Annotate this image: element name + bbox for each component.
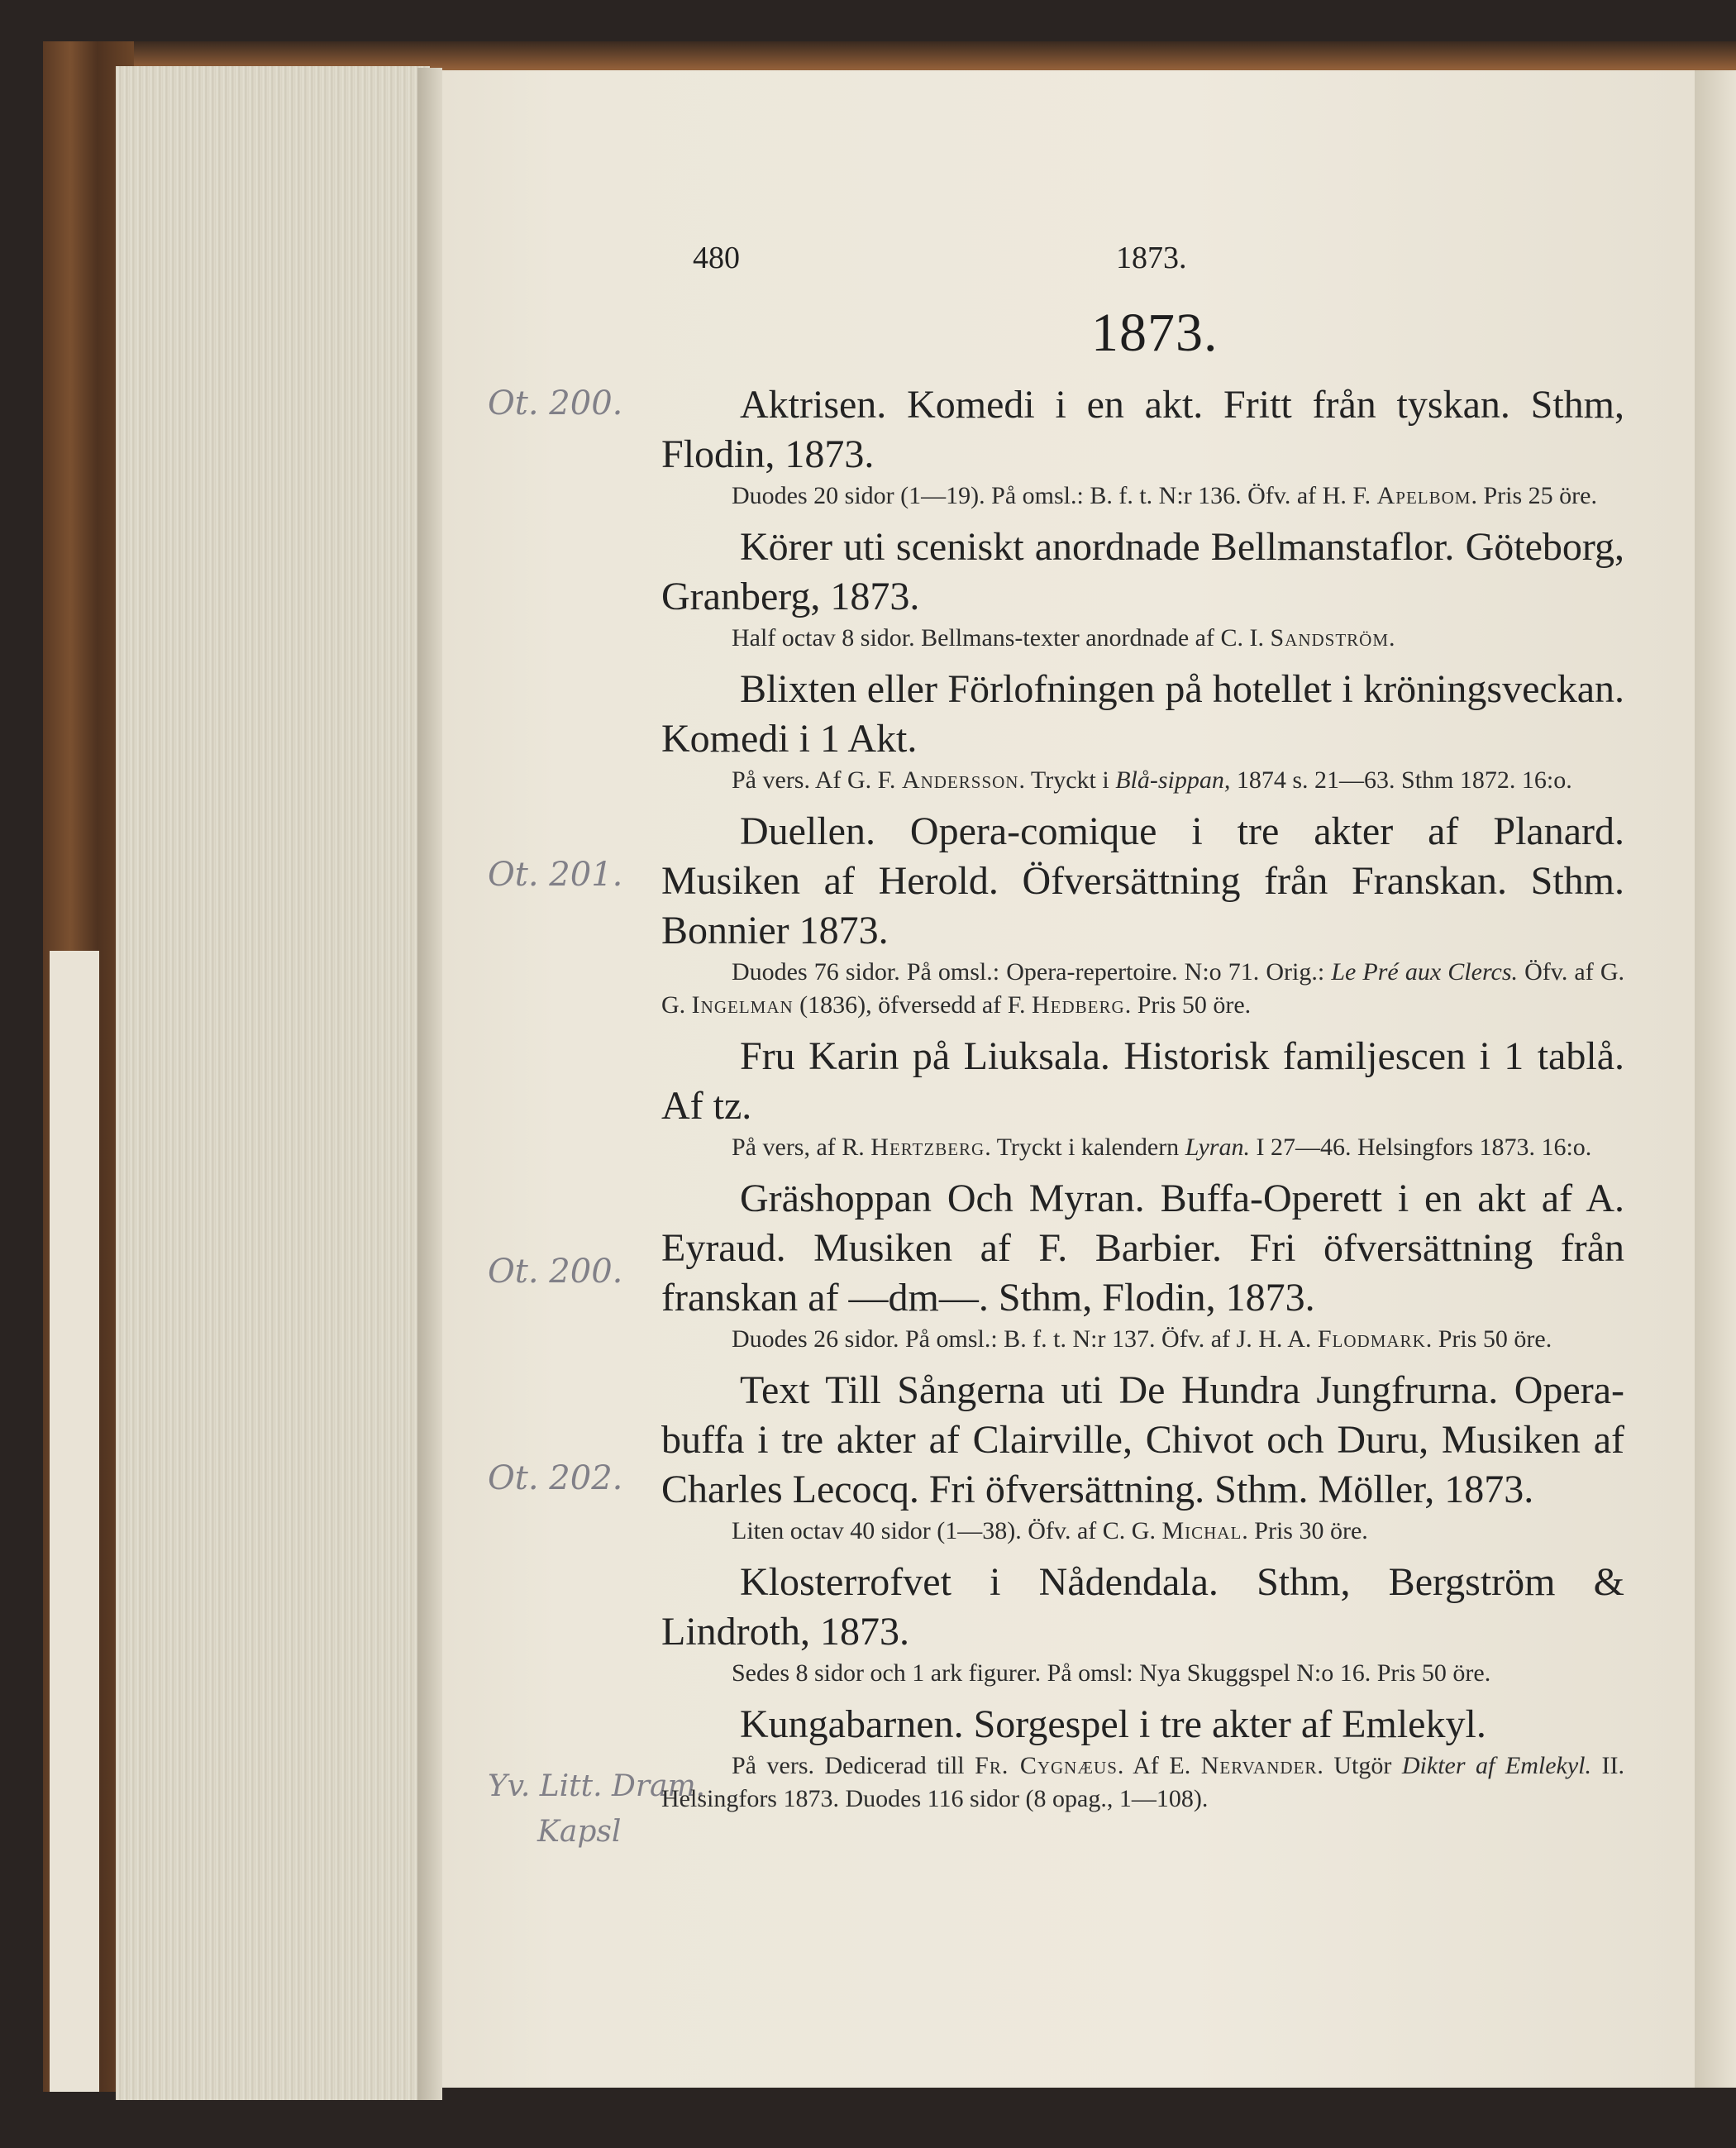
margin-note: Ot. 201. — [488, 856, 623, 894]
next-page-edge — [1695, 70, 1736, 2088]
entry — [661, 1174, 1624, 1356]
entry — [661, 1032, 1624, 1164]
margin-note: Ot. 202. — [488, 1459, 623, 1497]
margin-note: Yv. Litt. Dram. — [488, 1769, 706, 1803]
page-number: 480 — [693, 241, 740, 275]
entry-title: Fru Karin på Liuksala. Historisk familjescen i 1 tablå. Af tz. — [661, 1034, 1624, 1128]
entry-title: Gräshoppan Och Myran. Buffa-Operett i en akt af A. Eyraud. Musiken af F. Barbier. Fri öfversättning från franskan af —dm—. Sthm, Flodin, 1873. — [661, 1177, 1624, 1320]
entry — [661, 1366, 1624, 1548]
entry-note: På vers, af R. Hertzberg. Tryckt i kalendern Lyran. I 27—46. Helsingfors 1873. 16:o. — [732, 1134, 1592, 1161]
entry — [661, 380, 1624, 513]
entry-note: Duodes 20 sidor (1—19). På omsl.: B. f. t. N:r 136. Öfv. af H. F. Apelbom. Pris 25 öre. — [732, 482, 1597, 509]
page-edges — [116, 66, 430, 2100]
entry-note: På vers. Af G. F. Andersson. Tryckt i Blå-sippan, 1874 s. 21—63. Sthm 1872. 16:o. — [732, 766, 1572, 794]
entry-note: Liten octav 40 sidor (1—38). Öfv. af C. G. Michal. Pris 30 öre. — [732, 1517, 1368, 1544]
entry-note: På vers. Dedicerad till Fr. Cygnæus. Af E. Nervander. Utgör Dikter af Emlekyl. II. Helsingfors 1873. Duodes 116 sidor (8 opag., 1—108). — [661, 1752, 1625, 1812]
spine-label — [50, 951, 99, 2092]
entry-title: Klosterrofvet i Nådendala. Sthm, Bergström & Lindroth, 1873. — [661, 1560, 1624, 1654]
entry-note: Duodes 76 sidor. På omsl.: Opera-repertoire. N:o 71. Orig.: Le Pré aux Clercs. Öfv. af G. G. Ingelman (1836), öfversedd af F. Hedberg. Pris 50 öre. — [661, 958, 1624, 1019]
entry — [661, 1700, 1624, 1816]
entry-title: Text Till Sångerna uti De Hundra Jungfrurna. Opera-buffa i tre akter af Clairville, Chivot och Duru, Musiken af Charles Lecocq. Fri öfversättning. Sthm. Möller, 1873. — [661, 1368, 1624, 1511]
page-gutter — [417, 68, 442, 2100]
entry — [661, 1558, 1624, 1690]
entry — [661, 523, 1624, 655]
entry-note: Sedes 8 sidor och 1 ark figurer. På omsl: Nya Skuggspel N:o 16. Pris 50 öre. — [732, 1659, 1491, 1687]
running-head-year: 1873. — [1116, 241, 1187, 275]
entry-title: Blixten eller Förlofningen på hotellet i kröningsveckan. Komedi i 1 Akt. — [661, 667, 1624, 761]
entry-title: Duellen. Opera-comique i tre akter af Planard. Musiken af Herold. Öfversättning från Franskan. Sthm. Bonnier 1873. — [661, 809, 1624, 952]
entry — [661, 807, 1624, 1022]
entry-list — [661, 380, 1624, 1816]
entry-title: Körer uti sceniskt anordnade Bellmanstaflor. Göteborg, Granberg, 1873. — [661, 525, 1624, 618]
entry-note: Half octav 8 sidor. Bellmans-texter anordnade af C. I. Sandström. — [732, 624, 1395, 652]
section-title: 1873. — [1091, 303, 1219, 363]
entry-title: Aktrisen. Komedi i en akt. Fritt från tyskan. Sthm, Flodin, 1873. — [661, 383, 1624, 476]
entry-note: Duodes 26 sidor. På omsl.: B. f. t. N:r 137. Öfv. af J. H. A. Flodmark. Pris 50 öre. — [732, 1325, 1552, 1353]
margin-note: Ot. 200. — [488, 1253, 623, 1291]
margin-note: Kapsl — [537, 1815, 622, 1849]
margin-note: Ot. 200. — [488, 384, 623, 422]
entry-title: Kungabarnen. Sorgespel i tre akter af Emlekyl. — [740, 1702, 1486, 1746]
entry — [661, 665, 1624, 797]
